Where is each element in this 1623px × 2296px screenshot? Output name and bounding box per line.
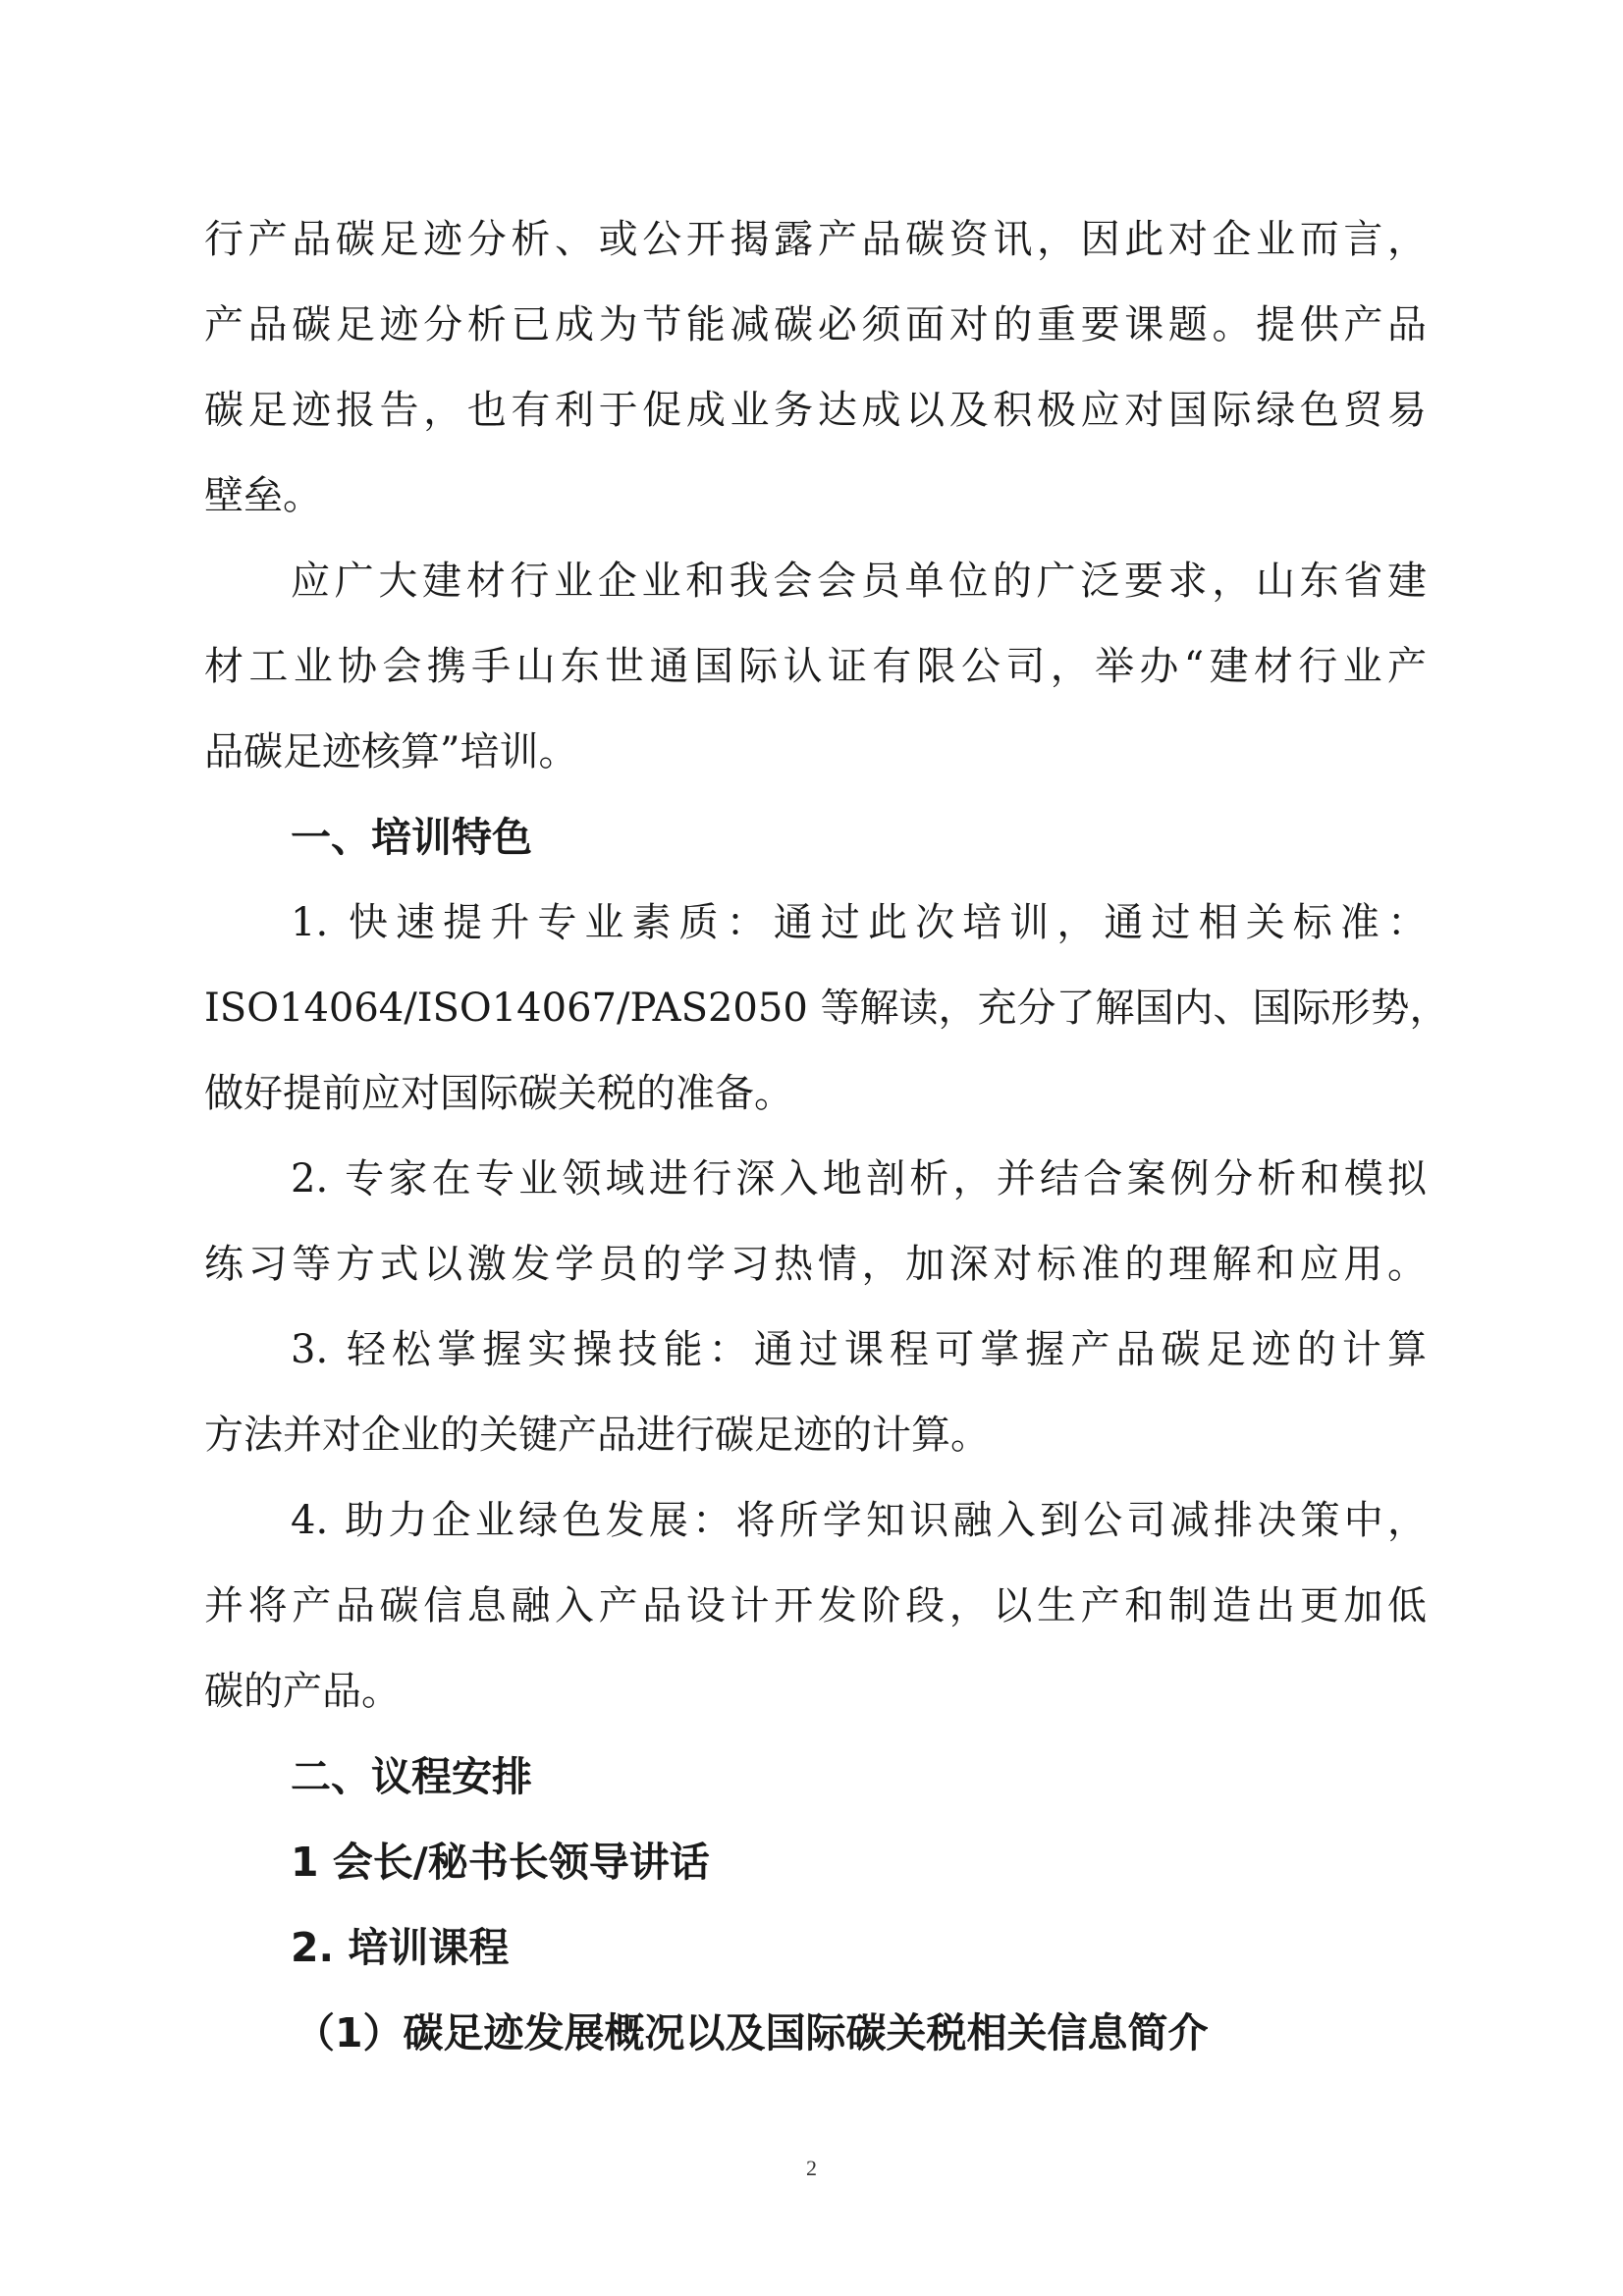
paragraph-1-line-2: 产品碳足迹分析已成为节能减碳必须面对的重要课题。提供产品: [204, 302, 1427, 347]
section-1-heading: 一、培训特色: [291, 814, 532, 861]
feature-item-3-line-2: 方法并对企业的关键产品进行碳足迹的计算。: [204, 1413, 990, 1458]
paragraph-1-line-4: 壁垒。: [204, 473, 322, 518]
feature-item-1-line-3: 做好提前应对国际碳关税的准备。: [204, 1071, 793, 1116]
agenda-item-2-sub-1: （1）碳足迹发展概况以及国际碳关税相关信息简介: [295, 2009, 1209, 2056]
feature-item-1-line-2: ISO14064/ISO14067/PAS2050 等解读，充分了解国内、国际形势，: [204, 986, 1449, 1031]
feature-item-4-line-1: 4. 助力企业绿色发展：将所学知识融入到公司减排决策中，: [291, 1498, 1427, 1543]
paragraph-2-line-2: 材工业协会携手山东世通国际认证有限公司，举办“建材行业产: [204, 644, 1427, 689]
feature-item-4-line-2: 并将产品碳信息融入产品设计开发阶段，以生产和制造出更加低: [204, 1583, 1427, 1629]
agenda-item-2: 2. 培训课程: [291, 1924, 510, 1971]
paragraph-1-line-3: 碳足迹报告，也有利于促成业务达成以及积极应对国际绿色贸易: [204, 388, 1427, 433]
feature-item-1-line-1: 1. 快速提升专业素质：通过此次培训，通过相关标准：: [291, 900, 1427, 945]
feature-item-2-line-1: 2. 专家在专业领域进行深入地剖析，并结合案例分析和模拟: [291, 1156, 1427, 1201]
page-number: 2: [806, 2156, 817, 2180]
paragraph-1-line-1: 行产品碳足迹分析、或公开揭露产品碳资讯，因此对企业而言，: [204, 217, 1427, 262]
feature-item-2-line-2: 练习等方式以激发学员的学习热情，加深对标准的理解和应用。: [204, 1242, 1427, 1287]
paragraph-2-line-1: 应广大建材行业企业和我会会员单位的广泛要求，山东省建: [291, 559, 1427, 604]
agenda-item-1: 1 会长/秘书长领导讲话: [291, 1839, 710, 1886]
paragraph-2-line-3: 品碳足迹核算”培训。: [204, 729, 578, 774]
feature-item-4-line-3: 碳的产品。: [204, 1669, 401, 1714]
feature-item-3-line-1: 3. 轻松掌握实操技能：通过课程可掌握产品碳足迹的计算: [291, 1327, 1427, 1372]
section-2-heading: 二、议程安排: [291, 1753, 532, 1800]
